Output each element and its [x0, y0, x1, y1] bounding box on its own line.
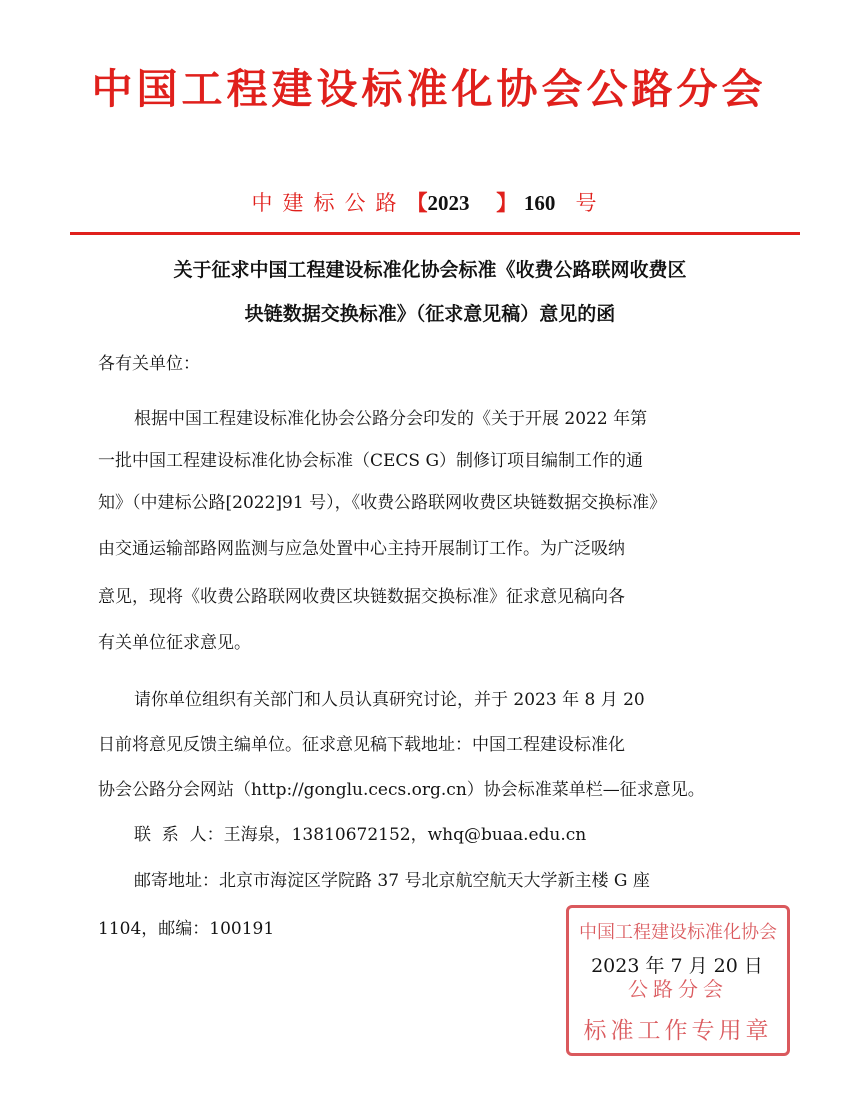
salutation: 各有关单位：	[98, 354, 200, 374]
subject-line-1: 关于征求中国工程建设标准化协会标准《收费公路联网收费区	[173, 259, 687, 281]
official-seal	[566, 905, 790, 1056]
paragraph-2-line: 请你单位组织有关部门和人员认真研究讨论，并于 2023 年 8 月 20	[134, 690, 645, 710]
red-divider	[70, 232, 800, 235]
seal-line-2: 公路分会	[628, 977, 728, 1001]
paragraph-1-line: 知》（中建标公路[2022]91 号），《收费公路联网收费区块链数据交换标准》	[98, 493, 667, 513]
address-line: 1104，邮编：100191	[98, 919, 275, 939]
paragraph-1-line: 根据中国工程建设标准化协会公路分会印发的《关于开展 2022 年第	[134, 409, 648, 429]
document-number	[0, 187, 858, 217]
paragraph-1-line: 意见，现将《收费公路联网收费区块链数据交换标准》征求意见稿向各	[98, 587, 625, 607]
subject-line-2: 块链数据交换标准》（征求意见稿）意见的函	[244, 303, 616, 325]
contact-line: 联 系 人：王海泉，13810672152，whq@buaa.edu.cn	[134, 825, 587, 845]
paragraph-2-line: 日前将意见反馈主编单位。征求意见稿下载地址：中国工程建设标准化	[98, 735, 625, 755]
bracket-open: 【	[406, 190, 428, 215]
doc-year: 2023	[427, 191, 470, 215]
issue-date: 2023 年 7 月 20 日	[591, 955, 763, 977]
seal-line-3: 标准工作专用章	[583, 1018, 773, 1044]
paragraph-1-line: 一批中国工程建设标准化协会标准（CECS G）制修订项目编制工作的通	[98, 451, 644, 471]
doc-prefix: 中建标公路	[251, 191, 407, 215]
seal-line-1: 中国工程建设标准化协会	[579, 922, 777, 943]
paragraph-1-line: 由交通运输部路网监测与应急处置中心主持开展制订工作。为广泛吸纳	[98, 539, 625, 559]
doc-suffix: 号	[575, 191, 607, 215]
address-line: 邮寄地址：北京市海淀区学院路 37 号北京航空航天大学新主楼 G 座	[134, 871, 650, 891]
paragraph-2-line: 协会公路分会网站（http://gonglu.cecs.org.cn）协会标准菜单栏—征求意见。	[98, 780, 705, 800]
org-title: 中国工程建设标准化协会公路分会	[91, 65, 767, 113]
doc-serial: 160	[523, 191, 556, 215]
bracket-close: 】	[496, 190, 518, 215]
paragraph-1-line: 有关单位征求意见。	[98, 633, 251, 653]
